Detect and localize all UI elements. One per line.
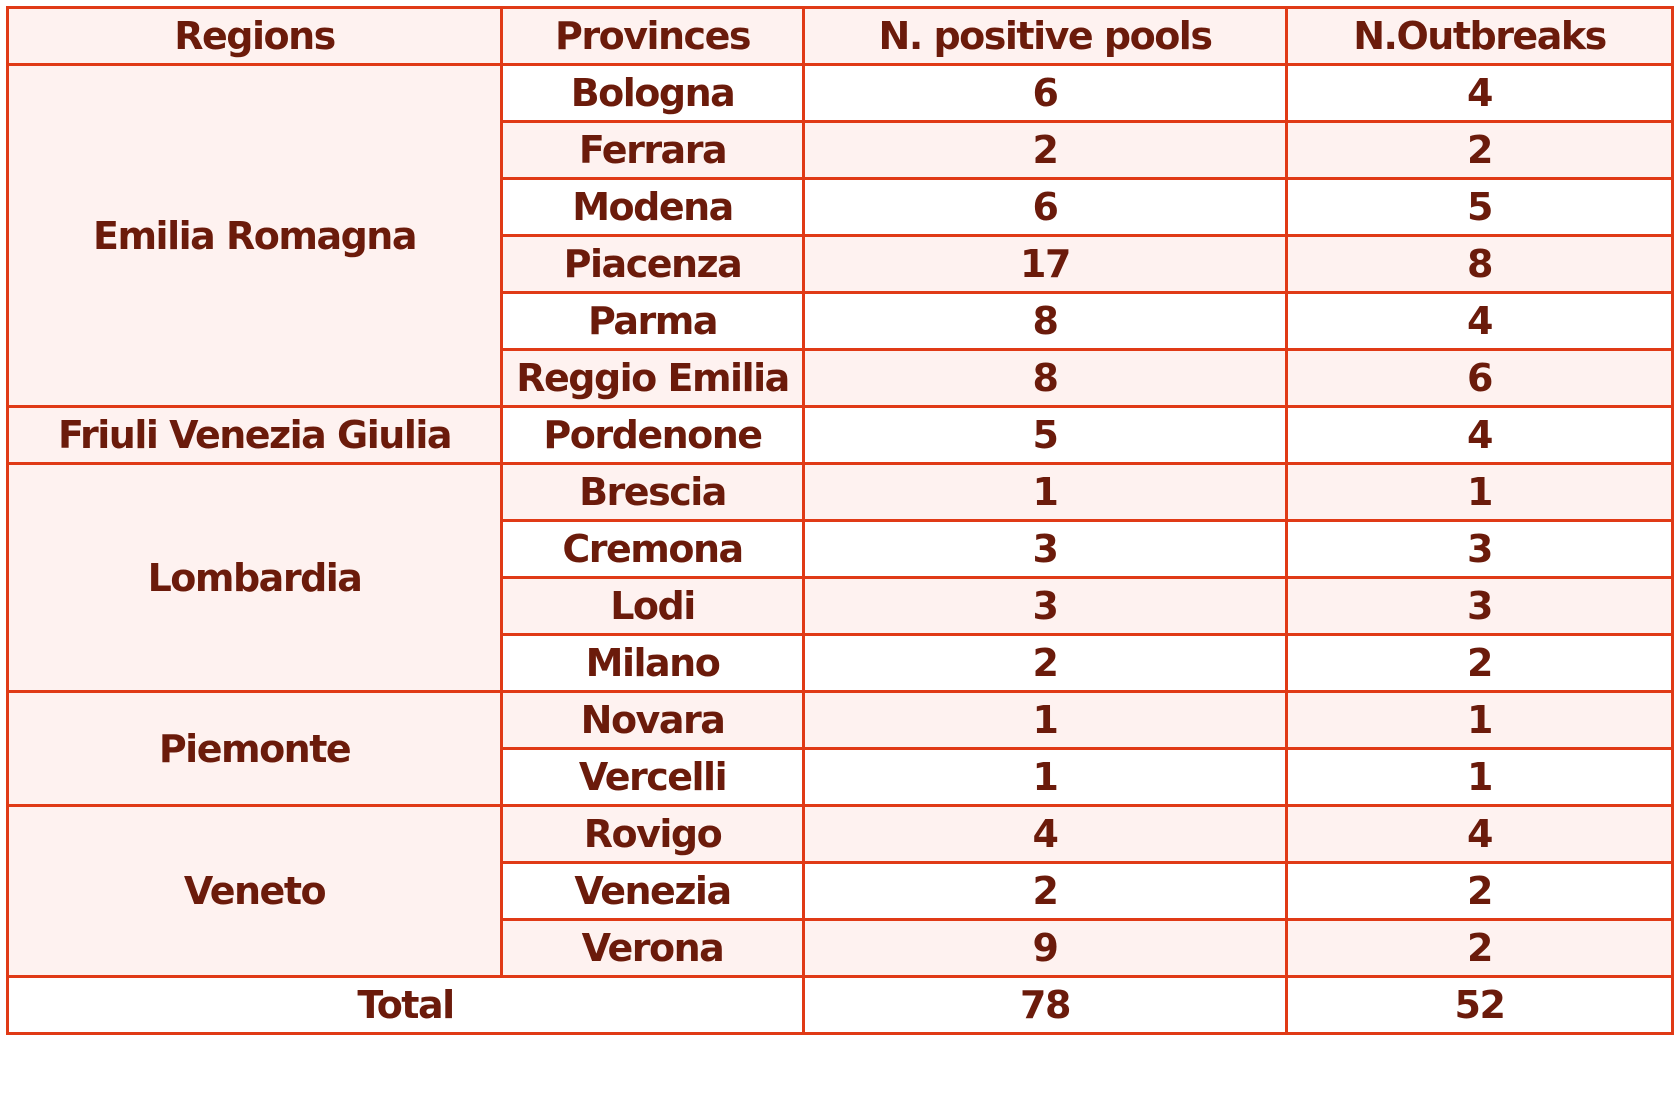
province-cell: Lodi — [502, 578, 804, 635]
positive-pools-cell: 1 — [804, 464, 1287, 521]
positive-pools-cell: 2 — [804, 863, 1287, 920]
positive-pools-cell: 1 — [804, 692, 1287, 749]
province-cell: Piacenza — [502, 236, 804, 293]
province-cell: Reggio Emilia — [502, 350, 804, 407]
header-outbreaks: N.Outbreaks — [1287, 8, 1673, 65]
outbreaks-cell: 1 — [1287, 464, 1673, 521]
table-row — [8, 65, 1673, 122]
positive-pools-cell: 9 — [804, 920, 1287, 977]
region-cell: Lombardia — [8, 464, 502, 692]
outbreaks-cell: 5 — [1287, 179, 1673, 236]
positive-pools-cell: 3 — [804, 578, 1287, 635]
province-cell: Vercelli — [502, 749, 804, 806]
province-cell: Milano — [502, 635, 804, 692]
outbreaks-cell: 2 — [1287, 122, 1673, 179]
outbreaks-cell: 4 — [1287, 806, 1673, 863]
outbreaks-cell: 4 — [1287, 65, 1673, 122]
table-row — [8, 464, 1673, 521]
total-label: Total — [8, 977, 804, 1034]
header-regions: Regions — [8, 8, 502, 65]
outbreaks-cell: 4 — [1287, 407, 1673, 464]
province-cell: Venezia — [502, 863, 804, 920]
outbreaks-cell: 4 — [1287, 293, 1673, 350]
positive-pools-cell: 8 — [804, 350, 1287, 407]
outbreaks-cell: 6 — [1287, 350, 1673, 407]
positive-pools-cell: 1 — [804, 749, 1287, 806]
outbreaks-cell: 2 — [1287, 920, 1673, 977]
outbreaks-cell: 3 — [1287, 578, 1673, 635]
province-cell: Modena — [502, 179, 804, 236]
header-row — [8, 8, 1673, 65]
positive-pools-cell: 8 — [804, 293, 1287, 350]
region-cell: Emilia Romagna — [8, 65, 502, 407]
header-provinces: Provinces — [502, 8, 804, 65]
province-cell: Pordenone — [502, 407, 804, 464]
province-cell: Novara — [502, 692, 804, 749]
table-body — [8, 8, 1673, 1034]
province-cell: Brescia — [502, 464, 804, 521]
table-row — [8, 806, 1673, 863]
table-row — [8, 407, 1673, 464]
outbreaks-cell: 1 — [1287, 749, 1673, 806]
province-cell: Rovigo — [502, 806, 804, 863]
positive-pools-cell: 3 — [804, 521, 1287, 578]
province-cell: Parma — [502, 293, 804, 350]
region-cell: Veneto — [8, 806, 502, 977]
positive-pools-cell: 17 — [804, 236, 1287, 293]
outbreaks-cell: 2 — [1287, 863, 1673, 920]
province-cell: Cremona — [502, 521, 804, 578]
outbreaks-cell: 8 — [1287, 236, 1673, 293]
table-row — [8, 692, 1673, 749]
positive-pools-cell: 6 — [804, 179, 1287, 236]
province-cell: Ferrara — [502, 122, 804, 179]
province-cell: Verona — [502, 920, 804, 977]
province-cell: Bologna — [502, 65, 804, 122]
region-cell: Piemonte — [8, 692, 502, 806]
positive-pools-cell: 2 — [804, 635, 1287, 692]
outbreaks-cell: 2 — [1287, 635, 1673, 692]
positive-pools-cell: 6 — [804, 65, 1287, 122]
outbreaks-table — [6, 6, 1674, 1035]
positive-pools-cell: 5 — [804, 407, 1287, 464]
region-cell: Friuli Venezia Giulia — [8, 407, 502, 464]
positive-pools-cell: 4 — [804, 806, 1287, 863]
total-row — [8, 977, 1673, 1034]
header-positive-pools: N. positive pools — [804, 8, 1287, 65]
positive-pools-cell: 2 — [804, 122, 1287, 179]
total-positive-pools: 78 — [804, 977, 1287, 1034]
outbreaks-cell: 3 — [1287, 521, 1673, 578]
outbreaks-cell: 1 — [1287, 692, 1673, 749]
total-outbreaks: 52 — [1287, 977, 1673, 1034]
